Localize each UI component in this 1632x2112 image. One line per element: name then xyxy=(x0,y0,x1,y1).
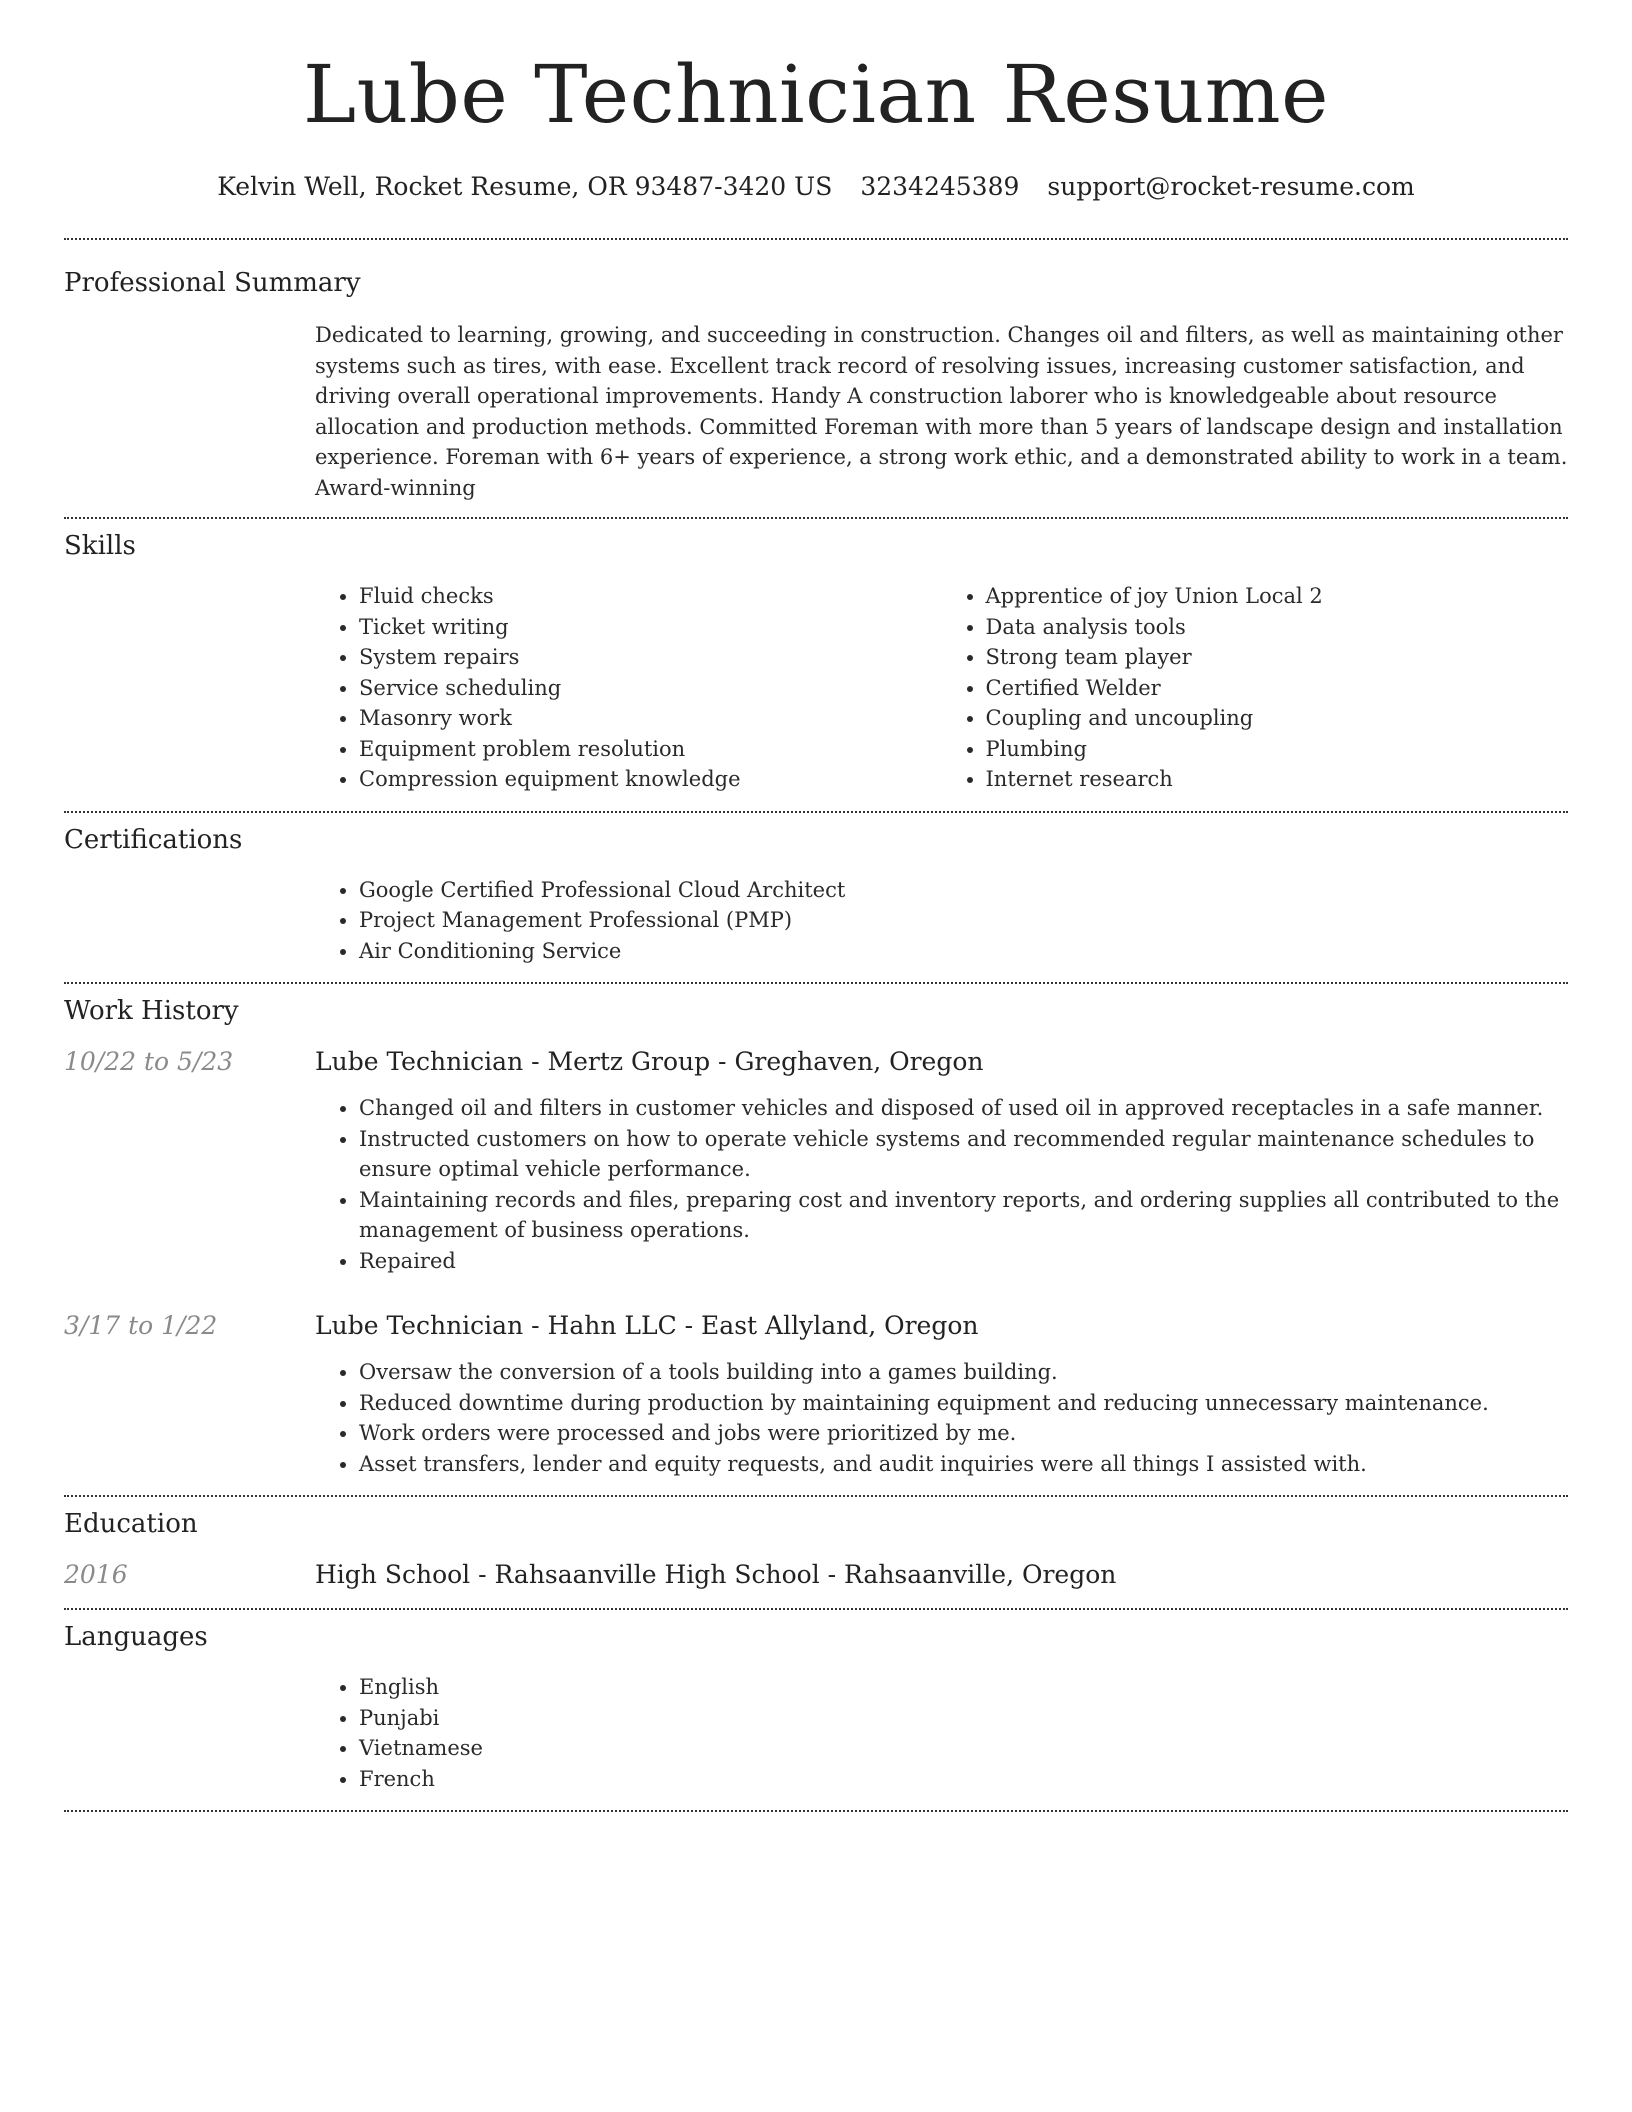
list-item: • Coupling and uncoupling xyxy=(986,703,1569,734)
list-item: • Changed oil and filters in customer vehicles and disposed of used oil in approved receptacles in a safe manner. xyxy=(359,1093,1568,1124)
resume-title: Lube Technician Resume xyxy=(303,48,1329,141)
list-item: • Instructed customers on how to operate vehicle systems and recommended regular maintenance schedules to ensure optimal vehicle performance. xyxy=(359,1124,1568,1185)
work-entry xyxy=(64,1309,1568,1479)
education-section xyxy=(64,1497,1568,1608)
work-heading: Work History xyxy=(64,996,239,1026)
languages-heading: Languages xyxy=(64,1622,208,1652)
list-item: • Service scheduling xyxy=(359,673,942,704)
list-item: • Certified Welder xyxy=(986,673,1569,704)
education-heading: Education xyxy=(64,1509,198,1539)
summary-text: Dedicated to learning, growing, and succeeding in construction. Changes oil and filters, as well as maintaining other systems such as tires, with ease. Excellent track record of resolving issues, increasing customer satisfaction, and driving overall operational improvements. Handy A construction laborer who is knowledgeable about resource allocation and production methods. Committed Foreman with more than 5 years of landscape design and installation experience. Foreman with 6+ years of experience, a strong work ethic, and a demonstrated ability to work in a team. Award-winning xyxy=(315,323,1568,500)
languages-section xyxy=(64,1610,1568,1810)
list-item: • French xyxy=(359,1764,1568,1795)
list-item: • Fluid checks xyxy=(359,581,942,612)
certifications-heading: Certifications xyxy=(64,824,243,855)
job-title: Lube Technician - Hahn LLC - East Allyland, Oregon xyxy=(315,1311,979,1340)
list-item: • Apprentice of joy Union Local 2 xyxy=(986,581,1569,612)
contact-phone[interactable]: 3234245389 xyxy=(860,172,1020,201)
list-item: • Equipment problem resolution xyxy=(359,734,942,765)
list-item: • Internet research xyxy=(986,764,1569,795)
work-section xyxy=(64,984,1568,1495)
list-item: • Vietnamese xyxy=(359,1733,1568,1764)
list-item: • Masonry work xyxy=(359,703,942,734)
education-degree: High School - Rahsaanville High School - Rahsaanville, Oregon xyxy=(315,1560,1117,1589)
summary-section xyxy=(64,240,1568,517)
list-item: • Compression equipment knowledge xyxy=(359,764,942,795)
list-item: • Strong team player xyxy=(986,642,1569,673)
list-item: • Ticket writing xyxy=(359,612,942,643)
education-year: 2016 xyxy=(64,1560,128,1589)
list-item: • Punjabi xyxy=(359,1703,1568,1734)
skills-section xyxy=(64,519,1568,811)
job-bullets xyxy=(64,1093,1568,1276)
languages-list xyxy=(315,1672,1568,1794)
contact-email[interactable]: support@rocket-resume.com xyxy=(1047,172,1415,201)
resume-page xyxy=(64,0,1568,1812)
list-item: • Google Certified Professional Cloud Architect xyxy=(359,875,1568,906)
list-item: • Oversaw the conversion of a tools building into a games building. xyxy=(359,1357,1568,1388)
list-item: • Maintaining records and files, preparing cost and inventory reports, and ordering supplies all contributed to the management of business operations. xyxy=(359,1185,1568,1246)
job-title: Lube Technician - Mertz Group - Greghaven, Oregon xyxy=(315,1047,984,1076)
divider xyxy=(64,1810,1568,1812)
work-dates: 3/17 to 1/22 xyxy=(64,1311,218,1340)
summary-heading: Professional Summary xyxy=(64,268,361,298)
list-item: • System repairs xyxy=(359,642,942,673)
list-item: • Work orders were processed and jobs were prioritized by me. xyxy=(359,1418,1568,1449)
contact-line xyxy=(64,172,1568,202)
certifications-list xyxy=(315,875,1568,967)
list-item: • English xyxy=(359,1672,1568,1703)
education-entry xyxy=(64,1558,1568,1592)
contact-address: Kelvin Well, Rocket Resume, OR 93487-3420 US xyxy=(217,172,833,201)
work-dates: 10/22 to 5/23 xyxy=(64,1047,234,1076)
skills-list-left xyxy=(315,581,942,795)
list-item: • Plumbing xyxy=(986,734,1569,765)
job-bullets xyxy=(64,1357,1568,1479)
certifications-section xyxy=(64,813,1568,983)
skills-list-right xyxy=(942,581,1569,795)
list-item: • Air Conditioning Service xyxy=(359,936,1568,967)
list-item: • Reduced downtime during production by maintaining equipment and reducing unnecessary maintenance. xyxy=(359,1388,1568,1419)
list-item: • Project Management Professional (PMP) xyxy=(359,905,1568,936)
list-item: • Data analysis tools xyxy=(986,612,1569,643)
skills-heading: Skills xyxy=(64,531,136,561)
list-item: • Repaired xyxy=(359,1246,1568,1277)
work-entry xyxy=(64,1045,1568,1276)
list-item: • Asset transfers, lender and equity requests, and audit inquiries were all things I assisted with. xyxy=(359,1449,1568,1480)
